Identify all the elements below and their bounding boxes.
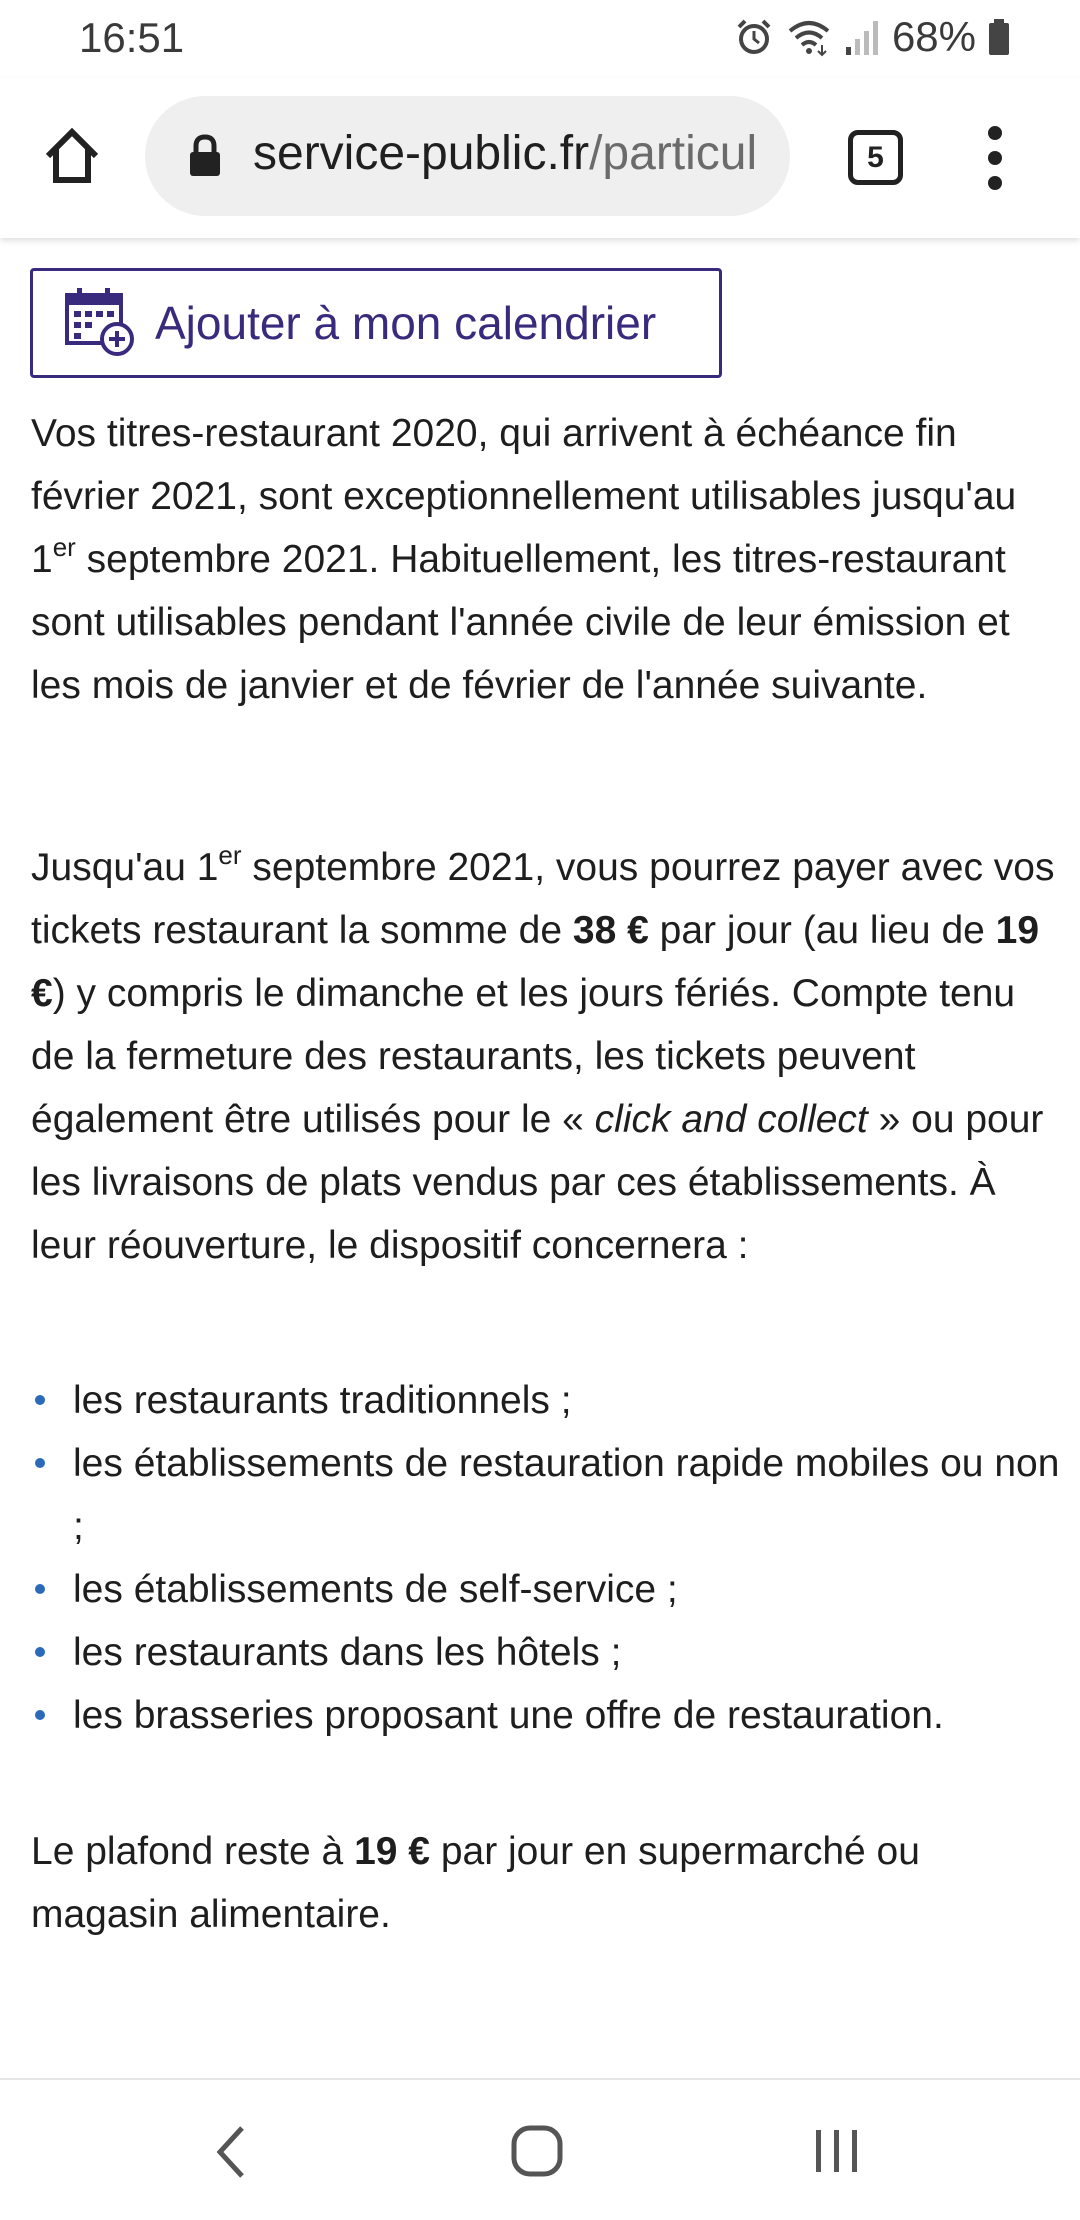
next-section-heading-cut — [31, 2058, 631, 2078]
paragraph-text: par jour (au lieu de — [648, 909, 996, 952]
click-and-collect-text: click and collect — [594, 1098, 868, 1141]
paragraph-text: Le plafond reste à — [31, 1830, 355, 1873]
home-button[interactable] — [36, 120, 108, 192]
paragraph-validity — [31, 402, 1061, 717]
paragraph-text: » ou pour les livraisons de plats vendus par ces établissements. À leur réouverture, le dispositif concernera : — [31, 1098, 1044, 1267]
paragraph-text: Jusqu'au 1 — [31, 846, 219, 889]
superscript: er — [52, 532, 76, 562]
battery-percent: 68% — [891, 13, 976, 60]
superscript: er — [218, 840, 242, 870]
status-icons — [734, 12, 1010, 62]
lock-icon — [187, 134, 223, 183]
page-content — [0, 238, 1080, 2078]
browser-toolbar — [0, 78, 1080, 238]
back-icon[interactable] — [212, 2122, 252, 2187]
home-nav-icon[interactable] — [510, 2124, 564, 2183]
overflow-menu-icon[interactable] — [975, 126, 1015, 190]
url-host: service-public.fr — [253, 127, 590, 180]
battery-icon — [988, 17, 1010, 57]
list-item: les établissements de self-service ; — [31, 1558, 1061, 1621]
alarm-icon — [734, 17, 774, 57]
paragraph-text: Vos titres-restaurant 2020, qui arrivent à échéance fin février 2021, sont exceptionnellement utilisables jusqu'au 1 — [31, 412, 1017, 581]
paragraph-text: ) y compris le dimanche et les jours fériés. Compte tenu de la fermeture des restaurants, les tickets peuvent également être utilisés pour le « — [31, 972, 1016, 1141]
recent-apps-icon[interactable] — [813, 2126, 861, 2181]
status-time: 16:51 — [79, 14, 185, 61]
system-nav-bar — [0, 2078, 1080, 2220]
paragraph-text: septembre 2021. Habituellement, les titres-restaurant sont utilisables pendant l'année civile de leur émission et les mois de janvier et de février de l'année suivante. — [31, 538, 1010, 707]
paragraph-text: par jour en supermarché ou magasin alimentaire. — [31, 1830, 920, 1936]
list-item: les brasseries proposant une offre de restauration. — [31, 1684, 1061, 1747]
amount-19: 19 € — [31, 909, 1040, 1015]
add-to-calendar-label: Ajouter à mon calendrier — [155, 297, 657, 349]
tabs-icon[interactable]: 5 — [848, 130, 903, 185]
paragraph-text: septembre 2021, vous pourrez payer avec vos tickets restaurant la somme de — [31, 846, 1055, 952]
paragraph-ceiling — [31, 836, 1061, 1277]
add-to-calendar-button[interactable] — [30, 268, 722, 378]
url-text — [253, 126, 757, 181]
home-icon — [36, 120, 108, 192]
amount-19: 19 € — [354, 1830, 430, 1873]
list-item: les restaurants dans les hôtels ; — [31, 1621, 1061, 1684]
address-bar[interactable] — [145, 96, 790, 216]
url-path: /particul — [589, 127, 758, 180]
paragraph-supermarket — [31, 1820, 1061, 1946]
amount-38: 38 € — [572, 909, 649, 952]
signal-icon — [844, 17, 880, 57]
list-item: les établissements de restauration rapide mobiles ou non ; — [31, 1432, 1061, 1558]
calendar-add-icon — [63, 285, 135, 362]
establishment-list — [31, 1369, 1061, 1747]
list-item: les restaurants traditionnels ; — [31, 1369, 1061, 1432]
wifi-icon — [786, 17, 832, 57]
status-bar — [0, 0, 1080, 78]
